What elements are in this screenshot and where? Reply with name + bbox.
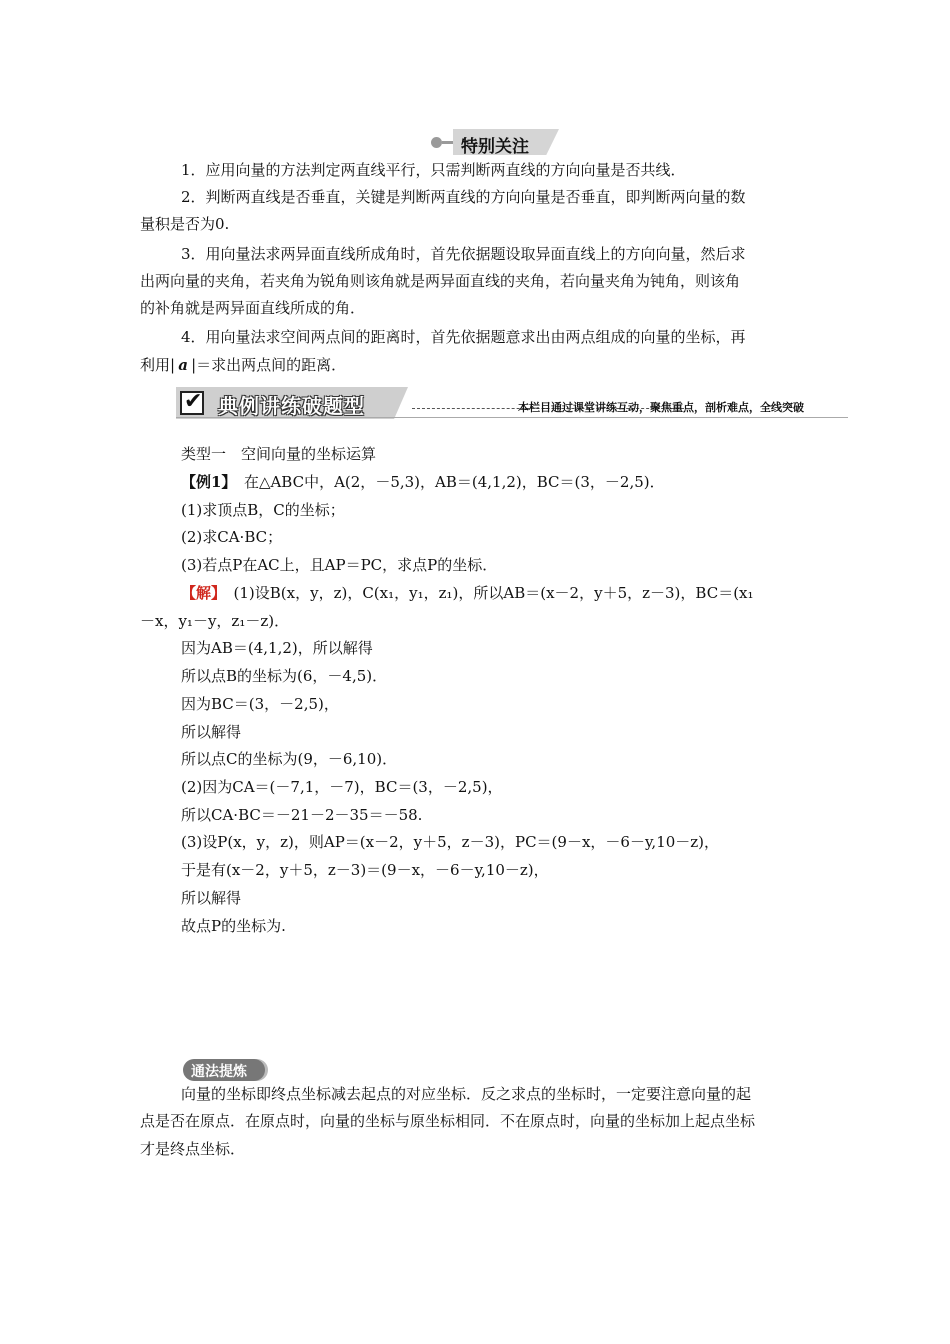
- method-pill: [183, 1059, 265, 1081]
- attention-line-2: 2．判断两直线是否垂直，关键是判断两直线的方向向量是否垂直，即判断两向量的数: [181, 188, 746, 206]
- method-line-3: 才是终点坐标．: [140, 1140, 246, 1158]
- attention-line-7: 4．用向量法求空间两点间的距离时，首先依据题意求出由两点组成的向量的坐标，再: [181, 328, 746, 346]
- solution-line-12: 所以解得: [181, 889, 242, 907]
- vector-a: a: [178, 356, 188, 374]
- header-connector: [442, 141, 454, 144]
- solution-text-1: (1)设B(x，y，z)，C(x₁，y₁，z₁)，所以AB＝(x－2，y＋5，z－3)，BC＝(x₁: [218, 584, 754, 602]
- attention-line-3: 量积是否为0.: [140, 215, 230, 233]
- example-label: 【例1】: [181, 473, 229, 491]
- line-prefix: 利用|: [140, 356, 176, 374]
- banner-underline: [176, 417, 848, 418]
- special-attention-header: [431, 129, 561, 155]
- solution-line-9: 所以CA·BC＝－21－2－35＝－58.: [181, 806, 423, 824]
- checkmark-icon: ✔: [180, 391, 204, 415]
- solution-line-2: －x，y₁－y，z₁－z)．: [140, 612, 290, 630]
- type-heading: 类型一 空间向量的坐标运算: [181, 445, 377, 463]
- question-2: (2)求CA·BC；: [181, 528, 283, 546]
- attention-line-4: 3．用向量法求两异面直线所成角时，首先依据题设取异面直线上的方向向量，然后求: [181, 245, 746, 263]
- problem-text: 在△ABC中，A(2，－5,3)，AB＝(4,1,2)，BC＝(3，－2,5)．: [228, 473, 665, 491]
- banner-note: 本栏目通过课堂讲练互动，聚焦重点，剖析难点，全线突破: [518, 401, 804, 414]
- question-3: (3)若点P在AC上，且AP＝PC，求点P的坐标．: [181, 556, 498, 574]
- bullet-dot-icon: [431, 137, 442, 148]
- solution-label: 【解】: [181, 584, 219, 602]
- solution-line-4: 所以点B的坐标为(6，－4,5)．: [181, 667, 388, 685]
- solution-line-1: [181, 583, 754, 603]
- example-problem: [181, 472, 665, 492]
- method-line-1: 向量的坐标即终点坐标减去起点的对应坐标．反之求点的坐标时，一定要注意向量的起: [181, 1085, 752, 1103]
- question-1: (1)求顶点B，C的坐标；: [181, 501, 345, 519]
- solution-line-7: 所以点C的坐标为(9，－6,10)．: [181, 750, 398, 768]
- attention-line-5: 出两向量的夹角，若夹角为锐角则该角就是两异面直线的夹角，若向量夹角为钝角，则该角: [140, 272, 741, 290]
- solution-line-8: (2)因为CA＝(－7,1，－7)，BC＝(3，－2,5)，: [181, 778, 503, 796]
- solution-line-13: 故点P的坐标为.: [181, 917, 286, 935]
- method-line-2: 点是否在原点．在原点时，向量的坐标与原坐标相同．不在原点时，向量的坐标加上起点坐标: [140, 1112, 756, 1130]
- solution-line-6: 所以解得: [181, 723, 242, 741]
- line-suffix: |＝求出两点间的距离．: [191, 356, 347, 374]
- solution-line-11: 于是有(x－2，y＋5，z－3)＝(9－x，－6－y,10－z)，: [181, 861, 549, 879]
- solution-line-3: 因为AB＝(4,1,2)，所以解得: [181, 639, 373, 657]
- attention-line-8: [140, 355, 346, 375]
- special-attention-title: 特别关注: [461, 137, 529, 157]
- attention-line-1: 1．应用向量的方法判定两直线平行，只需判断两直线的方向向量是否共线．: [181, 161, 686, 179]
- solution-line-5: 因为BC＝(3，－2,5)，: [181, 695, 339, 713]
- section-banner: [176, 387, 848, 419]
- attention-line-6: 的补角就是两异面直线所成的角．: [140, 299, 366, 317]
- method-label: 通法提炼: [191, 1064, 247, 1080]
- banner-title: 典例讲练破题型: [218, 394, 365, 418]
- solution-line-10: (3)设P(x，y，z)，则AP＝(x－2，y＋5，z－3)，PC＝(9－x，－6－y,10－z)，: [181, 833, 720, 851]
